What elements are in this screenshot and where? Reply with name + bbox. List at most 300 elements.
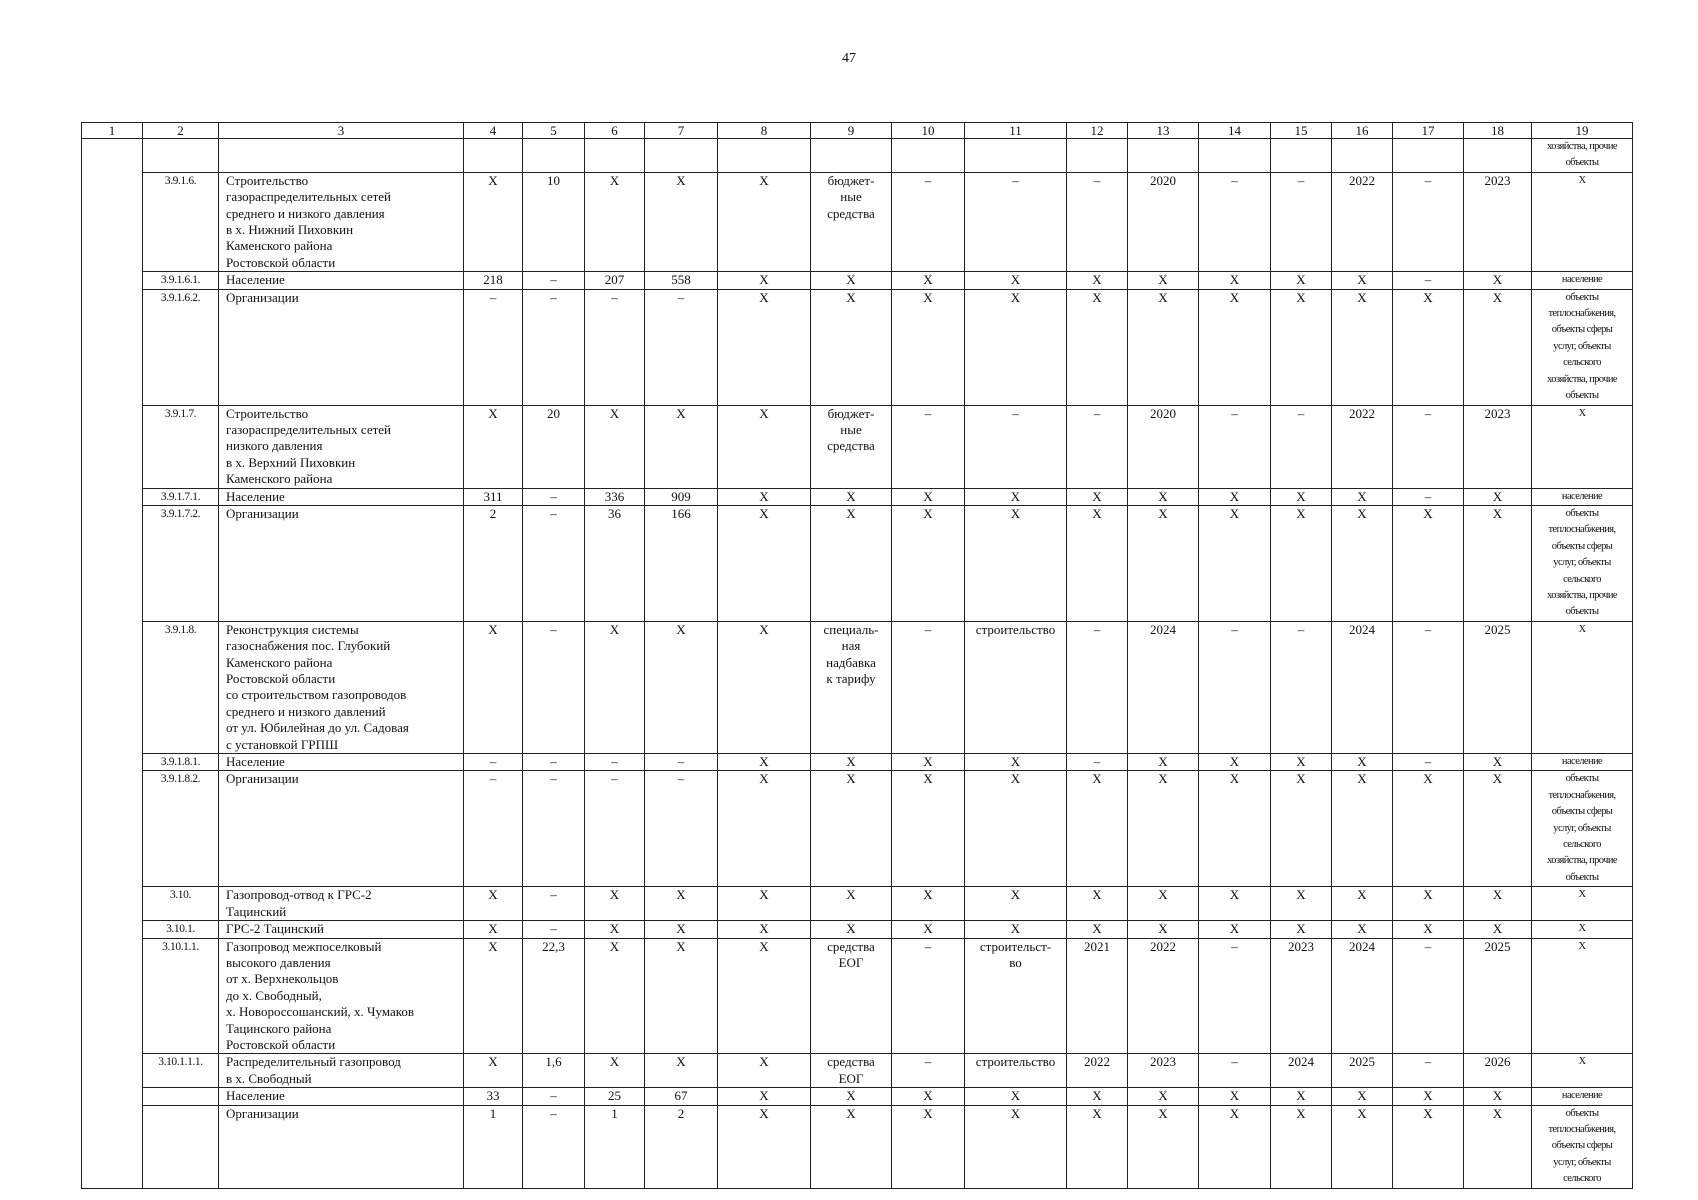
table-cell-col-9: Х — [811, 887, 892, 921]
table-cell-col-15: Х — [1271, 921, 1332, 938]
table-row — [82, 172, 1633, 271]
column-header-8: 8 — [718, 123, 811, 139]
table-cell-col-14: Х — [1199, 488, 1271, 505]
table-cell-col-3: Население — [219, 488, 464, 505]
table-cell-col-2: 3.10. — [143, 887, 219, 921]
table-cell-col-16: Х — [1332, 771, 1393, 887]
table-cell-col-14: Х — [1199, 1088, 1271, 1105]
table-cell-col-3: Организации — [219, 289, 464, 405]
table-cell-col-15: Х — [1271, 289, 1332, 405]
table-cell-col-15: Х — [1271, 771, 1332, 887]
table-cell-col-10: Х — [892, 289, 965, 405]
table-cell-col-12: Х — [1067, 921, 1128, 938]
table-cell-col-5: – — [523, 1088, 585, 1105]
table-cell-col-8: Х — [718, 1088, 811, 1105]
table-cell-col-15: – — [1271, 405, 1332, 488]
table-row — [82, 771, 1633, 887]
table-cell-col-2: 3.9.1.6.1. — [143, 272, 219, 289]
table-cell-col-11: Х — [965, 754, 1067, 771]
table-cell-col-9: бюджет- ные средства — [811, 172, 892, 271]
table-cell-col-16: 2022 — [1332, 172, 1393, 271]
table-cell-col-18: Х — [1464, 921, 1532, 938]
table-cell-col-15: Х — [1271, 488, 1332, 505]
table-cell-col-19: объекты теплоснабжения, объекты сферы услуг, объекты сельского хозяйства, прочие объекты — [1532, 771, 1633, 887]
table-cell-col-6: – — [585, 771, 645, 887]
table-cell-col-5 — [523, 139, 585, 173]
table-cell-col-6: 336 — [585, 488, 645, 505]
table-cell-col-12: – — [1067, 405, 1128, 488]
table-cell-col-12: Х — [1067, 887, 1128, 921]
table-cell-col-2: 3.10.1.1. — [143, 938, 219, 1054]
table-cell-col-15 — [1271, 139, 1332, 173]
table-cell-col-18: Х — [1464, 771, 1532, 887]
table-cell-col-12: Х — [1067, 289, 1128, 405]
table-cell-col-19: объекты теплоснабжения, объекты сферы услуг, объекты сельского хозяйства, прочие объекты — [1532, 505, 1633, 621]
table-cell-col-2: 3.9.1.6.2. — [143, 289, 219, 405]
table-cell-col-17: – — [1393, 272, 1464, 289]
table-cell-col-7: Х — [645, 172, 718, 271]
table-cell-col-2: 3.9.1.7.1. — [143, 488, 219, 505]
table-cell-col-11: Х — [965, 272, 1067, 289]
table-cell-col-14: Х — [1199, 505, 1271, 621]
table-cell-col-3: Реконструкция системы газоснабжения пос. Глубокий Каменского района Ростовской области со строительством газопроводов среднего и низкого давлений от ул. Юбилейная до ул. Садовая с установкой ГРПШ — [219, 621, 464, 753]
table-cell-col-10: Х — [892, 1105, 965, 1188]
table-cell-col-12: 2021 — [1067, 938, 1128, 1054]
table-cell-col-11: Х — [965, 505, 1067, 621]
table-cell-col-18: Х — [1464, 754, 1532, 771]
table-cell-col-19: Х — [1532, 405, 1633, 488]
table-cell-col-15: Х — [1271, 1088, 1332, 1105]
table-cell-col-3: Организации — [219, 505, 464, 621]
table-cell-col-17 — [1393, 139, 1464, 173]
table-cell-col-7: Х — [645, 621, 718, 753]
table-cell-col-7: Х — [645, 887, 718, 921]
table-cell-col-16: Х — [1332, 887, 1393, 921]
table-cell-col-16: Х — [1332, 488, 1393, 505]
table-cell-col-11: – — [965, 172, 1067, 271]
table-cell-col-5: – — [523, 621, 585, 753]
table-row — [82, 289, 1633, 405]
table-cell-col-3: Газопровод-отвод к ГРС-2 Тацинский — [219, 887, 464, 921]
table-cell-col-7: – — [645, 771, 718, 887]
table-cell-col-17: – — [1393, 1054, 1464, 1088]
table-cell-col-3: Организации — [219, 1105, 464, 1188]
table-cell-col-12: Х — [1067, 272, 1128, 289]
table-cell-col-17: Х — [1393, 771, 1464, 887]
table-row — [82, 272, 1633, 289]
table-cell-col-10: Х — [892, 771, 965, 887]
table-cell-col-19: население — [1532, 488, 1633, 505]
table-cell-col-2: 3.9.1.8.2. — [143, 771, 219, 887]
table-cell-col-19: Х — [1532, 921, 1633, 938]
table-cell-col-17: Х — [1393, 289, 1464, 405]
column-header-17: 17 — [1393, 123, 1464, 139]
table-cell-col-2: 3.9.1.7.2. — [143, 505, 219, 621]
table-cell-col-16: Х — [1332, 1105, 1393, 1188]
table-cell-col-15: 2023 — [1271, 938, 1332, 1054]
table-cell-col-2: 3.9.1.8.1. — [143, 754, 219, 771]
table-cell-col-4: – — [464, 771, 523, 887]
table-cell-col-11: Х — [965, 1088, 1067, 1105]
table-cell-col-5: – — [523, 771, 585, 887]
column-header-2: 2 — [143, 123, 219, 139]
table-cell-col-15: Х — [1271, 272, 1332, 289]
table-cell-col-4: Х — [464, 405, 523, 488]
table-cell-col-3: Население — [219, 272, 464, 289]
table-cell-col-3: Население — [219, 754, 464, 771]
table-cell-col-6: 1 — [585, 1105, 645, 1188]
table-cell-col-6: 36 — [585, 505, 645, 621]
table-cell-col-11: – — [965, 405, 1067, 488]
table-cell-col-17: – — [1393, 405, 1464, 488]
table-cell-col-16: Х — [1332, 272, 1393, 289]
table-cell-col-11: строительство — [965, 621, 1067, 753]
table-cell-col-5: – — [523, 505, 585, 621]
table-cell-col-14: Х — [1199, 887, 1271, 921]
table-cell-col-8: Х — [718, 505, 811, 621]
table-cell-col-4: 218 — [464, 272, 523, 289]
table-cell-col-13: 2020 — [1128, 172, 1199, 271]
table-row — [82, 621, 1633, 753]
table-cell-col-4: 33 — [464, 1088, 523, 1105]
table-cell-col-6: – — [585, 289, 645, 405]
table-cell-col-13: Х — [1128, 505, 1199, 621]
table-cell-col-16: 2022 — [1332, 405, 1393, 488]
table-cell-col-6 — [585, 139, 645, 173]
table-cell-col-7: 2 — [645, 1105, 718, 1188]
table-cell-col-7: Х — [645, 1054, 718, 1088]
table-cell-col-13: Х — [1128, 754, 1199, 771]
table-cell-col-8: Х — [718, 405, 811, 488]
column-header-10: 10 — [892, 123, 965, 139]
table-cell-col-6: 25 — [585, 1088, 645, 1105]
table-row — [82, 1054, 1633, 1088]
column-header-18: 18 — [1464, 123, 1532, 139]
table-cell-col-19: Х — [1532, 621, 1633, 753]
table-cell-col-5: 10 — [523, 172, 585, 271]
table-cell-col-4 — [464, 139, 523, 173]
column-header-5: 5 — [523, 123, 585, 139]
table-cell-col-18: 2023 — [1464, 405, 1532, 488]
table-cell-col-10: Х — [892, 505, 965, 621]
table-cell-col-2: 3.9.1.7. — [143, 405, 219, 488]
table-row — [82, 1105, 1633, 1188]
table-cell-col-13: 2020 — [1128, 405, 1199, 488]
table-cell-col-17: – — [1393, 754, 1464, 771]
table-cell-col-13: Х — [1128, 272, 1199, 289]
table-cell-col-17: – — [1393, 172, 1464, 271]
table-cell-col-4: – — [464, 754, 523, 771]
table-cell-col-18: 2023 — [1464, 172, 1532, 271]
table-cell-col-5: – — [523, 887, 585, 921]
table-cell-col-17: Х — [1393, 921, 1464, 938]
table-cell-col-14: Х — [1199, 771, 1271, 887]
table-cell-col-14: Х — [1199, 754, 1271, 771]
table-cell-col-18: Х — [1464, 289, 1532, 405]
table-cell-col-19: Х — [1532, 938, 1633, 1054]
table-cell-col-4: 311 — [464, 488, 523, 505]
table-cell-col-19: объекты теплоснабжения, объекты сферы услуг, объекты сельского хозяйства, прочие объекты — [1532, 289, 1633, 405]
table-cell-col-9: Х — [811, 505, 892, 621]
table-cell-col-17: – — [1393, 621, 1464, 753]
table-cell-col-3: Население — [219, 1088, 464, 1105]
table-cell-col-5: – — [523, 272, 585, 289]
table-cell-col-3: Распределительный газопровод в х. Свободный — [219, 1054, 464, 1088]
table-cell-col-12: Х — [1067, 505, 1128, 621]
table-row — [82, 139, 1633, 173]
table-cell-col-8: Х — [718, 1054, 811, 1088]
table-cell-col-10: – — [892, 405, 965, 488]
table-cell-col-10: Х — [892, 921, 965, 938]
table-cell-col-18: Х — [1464, 505, 1532, 621]
table-cell-col-10: – — [892, 938, 965, 1054]
table-cell-col-11: Х — [965, 887, 1067, 921]
table-cell-col-14: Х — [1199, 921, 1271, 938]
table-cell-col-14: Х — [1199, 1105, 1271, 1188]
table-cell-col-18: 2026 — [1464, 1054, 1532, 1088]
table-cell-col-13: Х — [1128, 771, 1199, 887]
table-cell-col-2: 3.9.1.8. — [143, 621, 219, 753]
table-cell-col-4: – — [464, 289, 523, 405]
table-cell-col-7: – — [645, 754, 718, 771]
table-cell-col-19: Х — [1532, 887, 1633, 921]
column-header-4: 4 — [464, 123, 523, 139]
table-cell-col-6: Х — [585, 887, 645, 921]
table-cell-col-13: Х — [1128, 921, 1199, 938]
table-cell-col-17: Х — [1393, 1088, 1464, 1105]
table-cell-col-10 — [892, 139, 965, 173]
table-cell-col-19: население — [1532, 1088, 1633, 1105]
table-cell-col-17: Х — [1393, 1105, 1464, 1188]
table-cell-col-5: – — [523, 488, 585, 505]
table-cell-col-17: Х — [1393, 505, 1464, 621]
table-cell-col-11: Х — [965, 771, 1067, 887]
table-cell-col-17: – — [1393, 488, 1464, 505]
table-cell-col-13: Х — [1128, 1105, 1199, 1188]
table-cell-col-19: Х — [1532, 1054, 1633, 1088]
table-cell-col-18: Х — [1464, 1105, 1532, 1188]
table-cell-col-7 — [645, 139, 718, 173]
table-cell-col-9: Х — [811, 289, 892, 405]
table-cell-col-9: Х — [811, 921, 892, 938]
column-header-6: 6 — [585, 123, 645, 139]
table-cell-col-19: население — [1532, 754, 1633, 771]
table-cell-col-13: Х — [1128, 289, 1199, 405]
table-cell-col-10: – — [892, 1054, 965, 1088]
table-cell-col-16 — [1332, 139, 1393, 173]
table-cell-col-5: – — [523, 754, 585, 771]
table-cell-col-12 — [1067, 139, 1128, 173]
table-cell-col-16: Х — [1332, 921, 1393, 938]
table-cell-col-18: Х — [1464, 887, 1532, 921]
table-cell-col-13: Х — [1128, 887, 1199, 921]
table-cell-col-5: 1,6 — [523, 1054, 585, 1088]
table-cell-col-5: 22,3 — [523, 938, 585, 1054]
table-row — [82, 754, 1633, 771]
table-cell-col-8: Х — [718, 488, 811, 505]
table-cell-col-11 — [965, 139, 1067, 173]
page-number: 47 — [842, 51, 856, 66]
table-cell-col-18: Х — [1464, 272, 1532, 289]
table-cell-col-9: Х — [811, 1088, 892, 1105]
table-cell-col-11: Х — [965, 488, 1067, 505]
table-cell-col-6: Х — [585, 1054, 645, 1088]
table-cell-col-7: 166 — [645, 505, 718, 621]
table-cell-col-16: 2024 — [1332, 938, 1393, 1054]
table-cell-col-18: Х — [1464, 488, 1532, 505]
table-cell-col-15: Х — [1271, 754, 1332, 771]
table-cell-col-6: – — [585, 754, 645, 771]
table-cell-col-9: Х — [811, 488, 892, 505]
table-cell-col-8: Х — [718, 621, 811, 753]
table-cell-col-12: – — [1067, 754, 1128, 771]
table-cell-col-8: Х — [718, 754, 811, 771]
table-cell-col-15: Х — [1271, 1105, 1332, 1188]
table-cell-col-10: Х — [892, 488, 965, 505]
table-cell-col-15: Х — [1271, 505, 1332, 621]
table-cell-col-11: Х — [965, 921, 1067, 938]
table-cell-col-7: Х — [645, 921, 718, 938]
table-cell-col-14: – — [1199, 1054, 1271, 1088]
table-cell-col-14: – — [1199, 938, 1271, 1054]
table-cell-col-2: 3.9.1.6. — [143, 172, 219, 271]
table-cell-col-10: – — [892, 621, 965, 753]
table-cell-col-8: Х — [718, 1105, 811, 1188]
table-cell-col-8 — [718, 139, 811, 173]
column-header-16: 16 — [1332, 123, 1393, 139]
table-cell-col-8: Х — [718, 921, 811, 938]
table-cell-col-11: Х — [965, 1105, 1067, 1188]
column-header-15: 15 — [1271, 123, 1332, 139]
table-cell-col-9: Х — [811, 771, 892, 887]
table-cell-col-14 — [1199, 139, 1271, 173]
table-cell-col-16: Х — [1332, 754, 1393, 771]
table-cell-col-9: средства ЕОГ — [811, 938, 892, 1054]
table-cell-col-16: 2024 — [1332, 621, 1393, 753]
table-cell-col-11: строительство — [965, 1054, 1067, 1088]
table-cell-col-14: – — [1199, 621, 1271, 753]
table-cell-col-9: бюджет- ные средства — [811, 405, 892, 488]
table-cell-col-8: Х — [718, 938, 811, 1054]
table-cell-col-17: – — [1393, 938, 1464, 1054]
table-cell-col-6: Х — [585, 405, 645, 488]
table-cell-col-11: строительст- во — [965, 938, 1067, 1054]
table-cell-col-12: 2022 — [1067, 1054, 1128, 1088]
table-cell-col-5: 20 — [523, 405, 585, 488]
table-cell-col-8: Х — [718, 771, 811, 887]
table-cell-col-10: Х — [892, 1088, 965, 1105]
table-cell-col-14: Х — [1199, 289, 1271, 405]
table-cell-col-1 — [82, 139, 143, 1189]
table-cell-col-3: Строительство газораспределительных сетей среднего и низкого давления в х. Нижний Пиховкин Каменского района Ростовской области — [219, 172, 464, 271]
table-cell-col-4: Х — [464, 172, 523, 271]
table-row — [82, 405, 1633, 488]
table-cell-col-9: специаль- ная надбавка к тарифу — [811, 621, 892, 753]
column-header-7: 7 — [645, 123, 718, 139]
table-cell-col-5: – — [523, 289, 585, 405]
column-header-12: 12 — [1067, 123, 1128, 139]
table-header-row — [82, 123, 1633, 139]
table-cell-col-7: 67 — [645, 1088, 718, 1105]
column-header-3: 3 — [219, 123, 464, 139]
table-row — [82, 887, 1633, 921]
table-cell-col-16: Х — [1332, 289, 1393, 405]
table-cell-col-16: Х — [1332, 505, 1393, 621]
table-cell-col-9 — [811, 139, 892, 173]
table-cell-col-2: 3.10.1. — [143, 921, 219, 938]
table-cell-col-18: 2025 — [1464, 938, 1532, 1054]
table-cell-col-18 — [1464, 139, 1532, 173]
table-cell-col-15: – — [1271, 172, 1332, 271]
table-cell-col-10: Х — [892, 272, 965, 289]
table-cell-col-6: Х — [585, 938, 645, 1054]
table-cell-col-13: 2023 — [1128, 1054, 1199, 1088]
table-cell-col-4: Х — [464, 1054, 523, 1088]
table-row — [82, 938, 1633, 1054]
column-header-11: 11 — [965, 123, 1067, 139]
table-cell-col-18: Х — [1464, 1088, 1532, 1105]
table-cell-col-12: Х — [1067, 1105, 1128, 1188]
table-cell-col-15: 2024 — [1271, 1054, 1332, 1088]
table-cell-col-8: Х — [718, 172, 811, 271]
table-cell-col-10: Х — [892, 887, 965, 921]
column-header-13: 13 — [1128, 123, 1199, 139]
table-cell-col-12: – — [1067, 621, 1128, 753]
table-cell-col-14: – — [1199, 405, 1271, 488]
table-cell-col-4: Х — [464, 938, 523, 1054]
table-cell-col-7: – — [645, 289, 718, 405]
table-cell-col-8: Х — [718, 289, 811, 405]
table-cell-col-14: – — [1199, 172, 1271, 271]
table-cell-col-9: Х — [811, 1105, 892, 1188]
table-cell-col-9: Х — [811, 754, 892, 771]
column-header-19: 19 — [1532, 123, 1633, 139]
table-cell-col-6: Х — [585, 921, 645, 938]
table-row — [82, 488, 1633, 505]
table-cell-col-12: – — [1067, 172, 1128, 271]
table-cell-col-3: Газопровод межпоселковый высокого давления от х. Верхнекольцов до х. Свободный, х. Новороссошанский, х. Чумаков Тацинского района Ростовской области — [219, 938, 464, 1054]
table-cell-col-2 — [143, 1105, 219, 1188]
table-cell-col-19: объекты теплоснабжения, объекты сферы услуг, объекты сельского — [1532, 1105, 1633, 1188]
table-cell-col-14: Х — [1199, 272, 1271, 289]
table-cell-col-16: Х — [1332, 1088, 1393, 1105]
table-cell-col-7: Х — [645, 938, 718, 1054]
table-cell-col-12: Х — [1067, 771, 1128, 887]
table-row — [82, 921, 1633, 938]
table-cell-col-9: Х — [811, 272, 892, 289]
table-cell-col-12: Х — [1067, 488, 1128, 505]
table-cell-col-3: Строительство газораспределительных сетей низкого давления в х. Верхний Пиховкин Каменского района — [219, 405, 464, 488]
table-cell-col-3 — [219, 139, 464, 173]
table-cell-col-15: Х — [1271, 887, 1332, 921]
table-cell-col-9: средства ЕОГ — [811, 1054, 892, 1088]
table-cell-col-13 — [1128, 139, 1199, 173]
table-cell-col-11: Х — [965, 289, 1067, 405]
table-cell-col-10: Х — [892, 754, 965, 771]
table-cell-col-7: 558 — [645, 272, 718, 289]
table-cell-col-8: Х — [718, 272, 811, 289]
table-cell-col-19: население — [1532, 272, 1633, 289]
table-row — [82, 505, 1633, 621]
column-header-14: 14 — [1199, 123, 1271, 139]
table-cell-col-16: 2025 — [1332, 1054, 1393, 1088]
table-cell-col-13: Х — [1128, 1088, 1199, 1105]
table-cell-col-10: – — [892, 172, 965, 271]
table-cell-col-5: – — [523, 921, 585, 938]
table-cell-col-13: 2024 — [1128, 621, 1199, 753]
table-cell-col-7: 909 — [645, 488, 718, 505]
table-cell-col-5: – — [523, 1105, 585, 1188]
